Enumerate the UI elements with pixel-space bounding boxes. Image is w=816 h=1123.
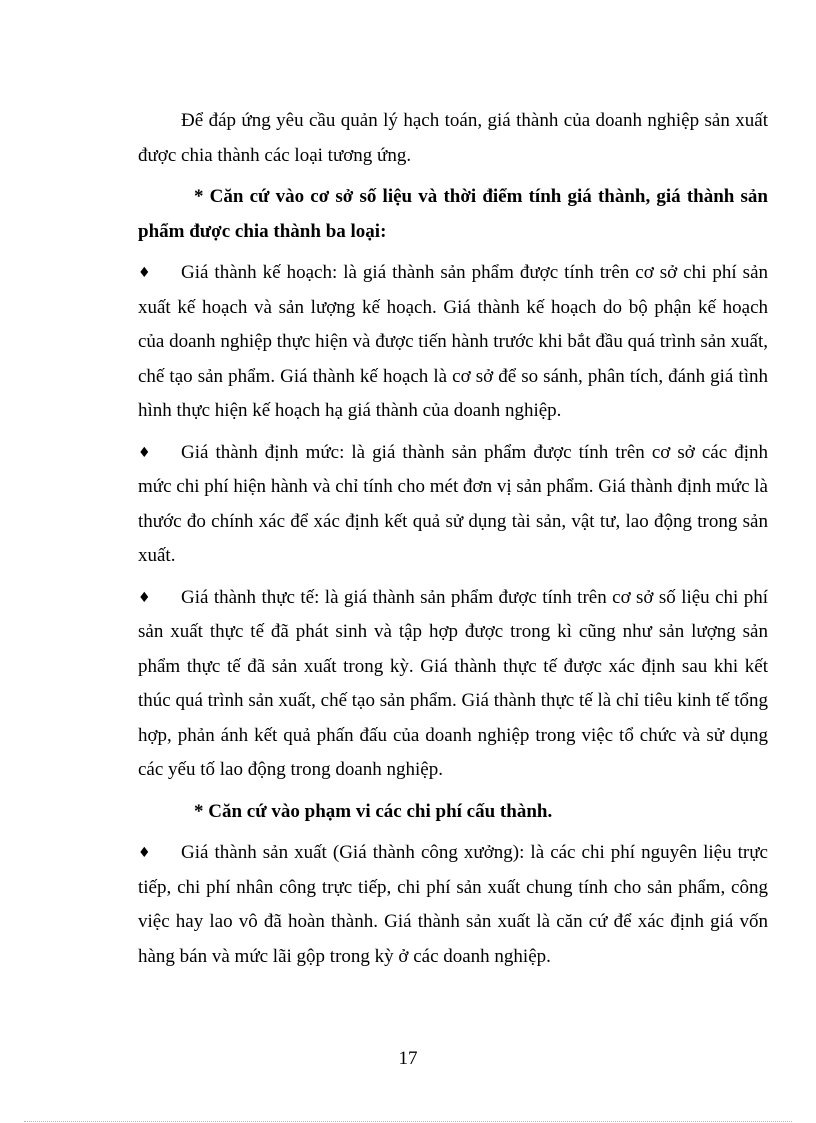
bullet-text: Giá thành kế hoạch: là giá thành sản phẩm được tính trên cơ sở chi phí sản xuất kế hoạch và sản lượng kế hoạch. Giá thành kế hoạch do bộ phận kế hoạch của doanh nghiệp thực hiện và được tiến hành trước khi bắt đầu quá trình sản xuất, chế tạo sản phẩm. Giá thành kế hoạch là cơ sở để so sánh, phân tích, đánh giá tình hình thực hiện kế hoạch hạ giá thành của doanh nghiệp. — [138, 262, 768, 421]
intro-paragraph: Để đáp ứng yêu cầu quản lý hạch toán, giá thành của doanh nghiệp sản xuất được chia thành các loại tương ứng. — [138, 110, 768, 166]
bullet-text: Giá thành thực tế: là giá thành sản phẩm được tính trên cơ sở số liệu chi phí sản xuất thực tế đã phát sinh và tập hợp được trong kì cũng như sản lượng sản phẩm thực tế đã sản xuất trong kỳ. Giá thành thực tế được xác định sau khi kết thúc quá trình sản xuất, chế tạo sản phẩm. Giá thành thực tế là chỉ tiêu kinh tế tổng hợp, phản ánh kết quả phấn đấu của doanh nghiệp trong việc tổ chức và sử dụng các yếu tố lao động trong doanh nghiệp. — [138, 586, 768, 780]
section-heading-cost-scope: * Căn cứ vào phạm vi các chi phí cấu thành. — [194, 800, 553, 822]
diamond-bullet-icon: ♦ — [138, 444, 151, 461]
bullet-text: Giá thành sản xuất (Giá thành công xưởng): là các chi phí nguyên liệu trực tiếp, chi phí nhân công trực tiếp, chi phí sản xuất chung tính cho sản phẩm, công việc hay lao vô đã hoàn thành. Giá thành sản xuất là căn cứ để xác định giá vốn hàng bán và mức lãi gộp trong kỳ ở các doanh nghiệp. — [138, 842, 768, 967]
bullet-planned-cost — [138, 256, 768, 429]
bullet-text: Giá thành định mức: là giá thành sản phẩm được tính trên cơ sở các định mức chi phí hiện hành và chỉ tính cho mét đơn vị sản phẩm. Giá thành định mức là thước đo chính xác để xác định kết quả sử dụng tài sản, vật tư, lao động trong sản xuất. — [138, 441, 768, 566]
diamond-bullet-icon: ♦ — [138, 265, 151, 281]
bullet-actual-cost — [138, 581, 768, 788]
diamond-bullet-icon: ♦ — [138, 589, 151, 606]
document-body — [138, 104, 768, 974]
section-heading-cost-basis: * Căn cứ vào cơ sở số liệu và thời điểm tính giá thành, giá thành sản phẩm được chia thành ba loại: — [138, 186, 768, 242]
bullet-production-cost — [138, 836, 768, 974]
diamond-bullet-icon: ♦ — [138, 845, 151, 861]
bullet-standard-cost — [138, 436, 768, 574]
page-number: 17 — [398, 1048, 418, 1069]
page-bottom-divider — [24, 1121, 792, 1122]
